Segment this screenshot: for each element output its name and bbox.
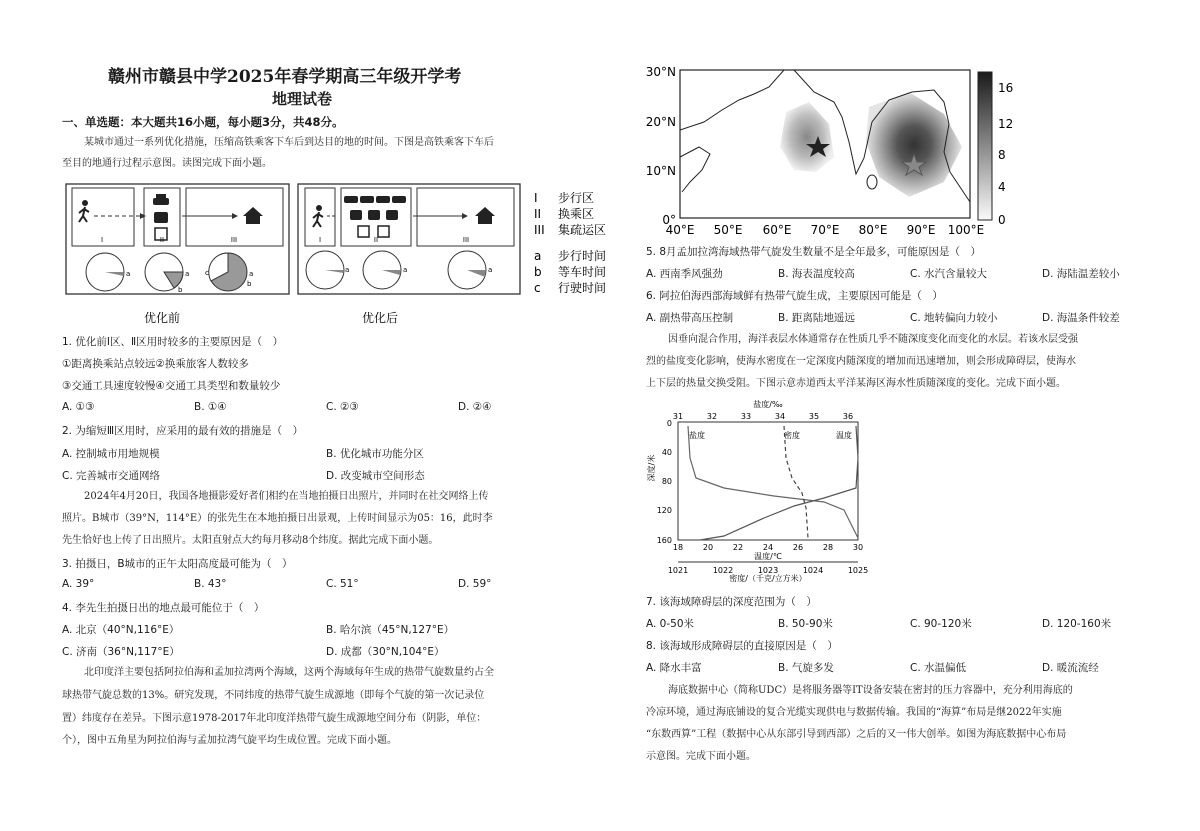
density-tick-1024: 1024 [802, 566, 824, 575]
density-tick-1023: 1023 [757, 566, 779, 575]
temp-tick-28: 28 [822, 543, 834, 552]
legend-label-wait-time: 等车时间 [558, 265, 607, 279]
legend-label-walk-time: 步行时间 [558, 249, 607, 263]
stem-1-line-1: 某城市通过一系列优化措施，压缩高铁乘客下车后到达目的地的时间。下图是高铁乘客下车后 [84, 137, 494, 148]
stem-5-line-4: 示意图。完成下面小题。 [646, 751, 756, 762]
caption-before: 优化前 [144, 311, 181, 325]
lon-label-70e: 70°E [810, 223, 840, 237]
question-1-stem: 1. 优化前Ⅰ区、Ⅱ区用时较多的主要原因是（ ） [62, 336, 284, 348]
question-2-option-d[interactable]: D. 改变城市空间形态 [326, 470, 425, 482]
pie-label-a: a [345, 266, 350, 274]
seawater-profile-chart [644, 398, 880, 582]
question-7-stem: 7. 该海域障碍层的深度范围为（ ） [646, 596, 817, 608]
pie-label-b: b [247, 280, 252, 288]
stem-5-line-2: 冷凉环境，通过海底铺设的复合光缆实现供电与数据传输。我国的“海算”布局是继2022年实施 [646, 707, 1062, 718]
car-icons [344, 196, 406, 203]
question-7-option-a[interactable]: A. 0-50米 [646, 618, 695, 630]
stem-5-line-3: “东数西算”工程（数据中心从东部引导到西部）之后的又一伟大创举。如图为海底数据中心布局 [646, 729, 1067, 740]
legend-label-transfer-zone: 换乘区 [558, 207, 595, 221]
lat-label-10n: 10°N [645, 164, 676, 178]
density-tick-1022: 1022 [712, 566, 734, 575]
question-4-option-a[interactable]: A. 北京（40°N,116°E） [62, 624, 180, 636]
temp-tick-22: 22 [732, 543, 744, 552]
density-axis-label: 密度/（千克/立方米） [729, 574, 807, 582]
lon-label-80e: 80°E [858, 223, 888, 237]
question-5-stem: 5. 8月孟加拉湾海域热带气旋发生数量不是全年最多，可能原因是（ ） [646, 246, 982, 258]
pie-after-II [363, 251, 401, 289]
question-8-option-a[interactable]: A. 降水丰富 [646, 662, 702, 674]
pie-label-a: a [488, 266, 493, 274]
lat-label-0: 0° [662, 213, 676, 227]
temp-tick-20: 20 [702, 543, 714, 552]
section-heading: 一、单选题：本大题共16小题，每小题3分，共48分。 [62, 115, 344, 129]
question-4-option-c[interactable]: C. 济南（36°N,117°E） [62, 646, 180, 658]
question-4-option-d[interactable]: D. 成都（30°N,104°E） [326, 646, 445, 658]
bus-icon [154, 212, 168, 223]
question-6-option-c[interactable]: C. 地转偏向力较小 [910, 312, 998, 324]
depth-tick-160: 160 [656, 536, 672, 545]
question-3-option-b[interactable]: B. 43° [194, 578, 227, 590]
pie-label-a: a [403, 266, 408, 274]
lon-label-90e: 90°E [906, 223, 936, 237]
question-1-statements-2: ③交通工具速度较慢④交通工具类型和数量较少 [62, 380, 281, 392]
stem-3-line-1: 北印度洋主要包括阿拉伯海和孟加拉湾两个海域，这两个海域每年生成的热带气旋数量约占全 [84, 667, 494, 678]
question-2-option-c[interactable]: C. 完善城市交通网络 [62, 470, 161, 482]
colorbar-tick-4: 4 [998, 180, 1006, 194]
bus-icons [350, 210, 398, 220]
colorbar-tick-8: 8 [998, 148, 1006, 162]
question-3-option-c[interactable]: C. 51° [326, 578, 359, 590]
lon-label-40e: 40°E [665, 223, 695, 237]
salinity-curve-label: 盐度 [689, 431, 705, 440]
lon-label-100e: 100°E [947, 223, 985, 237]
salinity-tick-31: 31 [672, 412, 684, 421]
depth-tick-0: 0 [666, 419, 672, 428]
pie-after-I [306, 251, 344, 289]
density-tick-1025: 1025 [847, 566, 869, 575]
temp-tick-24: 24 [762, 543, 774, 552]
salinity-tick-32: 32 [706, 412, 718, 421]
legend-label-ride-time: 行驶时间 [558, 281, 607, 295]
lon-label-50e: 50°E [713, 223, 743, 237]
zone-label-III: III [462, 236, 470, 244]
car-icon [153, 194, 169, 205]
question-1-option-b[interactable]: B. ①④ [194, 401, 227, 413]
salinity-tick-35: 35 [808, 412, 820, 421]
pie-label-a: a [185, 270, 190, 278]
question-1-option-a[interactable]: A. ①③ [62, 401, 95, 413]
stem-3-line-2: 球热带气旋总数的13%。研究发现，不同纬度的热带气旋生成源地（即每个气旋的第一次记录位 [62, 690, 485, 701]
legend-key-I: I [534, 191, 538, 205]
question-3-option-a[interactable]: A. 39° [62, 578, 95, 590]
zone-label-I: I [100, 236, 104, 244]
question-8-stem: 8. 该海域形成障碍层的直接原因是（ ） [646, 640, 838, 652]
depth-tick-120: 120 [656, 506, 672, 515]
pie-before-I [86, 253, 124, 291]
density-tick-1021: 1021 [667, 566, 689, 575]
density-curve-label: 密度 [784, 431, 800, 440]
zone-label-I: I [318, 236, 322, 244]
house-icon [475, 207, 495, 224]
salinity-curve [688, 426, 858, 538]
question-4-stem: 4. 李先生拍摄日出的地点最可能位于（ ） [62, 602, 265, 614]
depth-tick-80: 80 [661, 477, 672, 486]
stem-3-line-3: 置）纬度存在差异。下图示意1978-2017年北印度洋热带气旋生成源地空间分布（阴影，单位： [62, 713, 487, 724]
question-3-option-d[interactable]: D. 59° [458, 578, 492, 590]
salinity-tick-36: 36 [842, 412, 854, 421]
colorbar-tick-16: 16 [998, 81, 1014, 95]
question-2-option-b[interactable]: B. 优化城市功能分区 [326, 448, 424, 460]
pie-label-a: a [126, 270, 131, 278]
question-2-stem: 2. 为缩短Ⅲ区用时，应采用的最有效的措施是（ ） [62, 425, 304, 437]
question-5-option-c[interactable]: C. 水汽含量较大 [910, 268, 988, 280]
question-6-option-d[interactable]: D. 海温条件较差 [1042, 312, 1120, 324]
transit-process-figure [62, 180, 622, 330]
question-6-option-a[interactable]: A. 副热带高压控制 [646, 312, 734, 324]
question-7-option-b[interactable]: B. 50-90米 [778, 618, 833, 630]
question-2-option-a[interactable]: A. 控制城市用地规模 [62, 448, 160, 460]
legend-key-III: III [534, 223, 545, 237]
temperature-curve-label: 温度 [836, 431, 852, 440]
walker-icon [79, 200, 89, 222]
salinity-tick-34: 34 [774, 412, 786, 421]
lat-label-30n: 30°N [645, 65, 676, 79]
temperature-curve [700, 426, 858, 540]
depth-axis-label: 深度/米 [647, 454, 656, 482]
question-8-option-c[interactable]: C. 水温偏低 [910, 662, 967, 674]
question-4-option-b[interactable]: B. 哈尔滨（45°N,127°E） [326, 624, 455, 636]
pie-label-a: a [249, 270, 254, 278]
stem-2-line-3: 先生恰好也上传了日出照片。太阳直射点大约每月移动8个纬度。据此完成下面小题。 [62, 535, 439, 546]
question-5-option-a[interactable]: A. 西南季风强劲 [646, 268, 723, 280]
colorbar-tick-12: 12 [998, 117, 1014, 131]
legend-key-a: a [534, 249, 542, 263]
legend-key-c: c [534, 281, 541, 295]
pie-label-b: b [178, 286, 183, 294]
stem-5-line-1: 海底数据中心（简称UDC）是将服务器等IT设备安装在密封的压力容器中，充分利用海底的 [668, 685, 1073, 696]
depth-tick-40: 40 [661, 448, 672, 457]
zone-label-III: III [230, 236, 238, 244]
zone-label-II: II [159, 236, 165, 244]
question-5-option-d[interactable]: D. 海陆温差较小 [1042, 268, 1120, 280]
question-1-statements-1: ①距离换乘站点较远②换乘旅客人数较多 [62, 358, 249, 370]
pie-before-III [209, 253, 247, 291]
legend-label-distribution-zone: 集疏运区 [558, 223, 607, 237]
cyclone-genesis-map [644, 62, 1024, 240]
lat-label-20n: 20°N [645, 115, 676, 129]
stem-4-line-3: 上下层的热量交换受阻。下图示意赤道西太平洋某海区海水性质随深度的变化。完成下面小题。 [646, 378, 1066, 389]
question-8-option-d[interactable]: D. 暖流流经 [1042, 662, 1099, 674]
stem-2-line-2: 照片。B城市（39°N，114°E）的张先生在本地拍摄日出景观，上传时间显示为05：16，此时李 [62, 513, 493, 524]
house-icon [243, 207, 263, 224]
colorbar [978, 72, 992, 220]
legend-key-II: II [534, 207, 542, 221]
stem-4-line-1: 因垂向混合作用，海洋表层水体通常存在性质几乎不随深度变化而变化的水层。若该水层受强 [668, 334, 1078, 345]
salinity-axis-label: 盐度/‰ [753, 400, 783, 409]
caption-after: 优化后 [362, 311, 399, 325]
stem-3-line-4: 个），图中五角星为阿拉伯海与孟加拉湾气旋平均生成位置。完成下面小题。 [62, 735, 397, 746]
temp-tick-30: 30 [852, 543, 864, 552]
zone-label-II: II [373, 236, 379, 244]
pie-after-III [448, 251, 486, 289]
page-title: 赣州市赣县中学2025年春学期高三年级开学考 [108, 67, 462, 87]
lon-label-60e: 60°E [762, 223, 792, 237]
walker-icon [313, 205, 323, 227]
temperature-axis-label: 温度/℃ [754, 552, 782, 561]
question-3-stem: 3. 拍摄日，B城市的正午太阳高度最可能为（ ） [62, 558, 293, 570]
question-7-option-c[interactable]: C. 90-120米 [910, 618, 972, 630]
stem-4-line-2: 烈的盐度变化影响，使海水密度在一定深度内随深度的增加而迅速增加，则会形成障碍层，使海水 [646, 356, 1076, 367]
question-6-stem: 6. 阿拉伯海西部海域鲜有热带气旋生成，主要原因可能是（ ） [646, 290, 943, 302]
temp-tick-18: 18 [672, 543, 684, 552]
question-8-option-b[interactable]: B. 气旋多发 [778, 662, 834, 674]
colorbar-tick-0: 0 [998, 213, 1006, 227]
stem-2-line-1: 2024年4月20日，我国各地摄影爱好者们相约在当地拍摄日出照片，并同时在社交网络上传 [84, 491, 489, 502]
question-7-option-d[interactable]: D. 120-160米 [1042, 618, 1112, 630]
legend-label-walk-zone: 步行区 [558, 191, 595, 205]
question-5-option-b[interactable]: B. 海表温度较高 [778, 268, 855, 280]
question-1-option-d[interactable]: D. ②④ [458, 401, 492, 413]
salinity-tick-33: 33 [740, 412, 752, 421]
pie-label-c: c [205, 269, 209, 277]
page-subtitle: 地理试卷 [272, 90, 333, 108]
question-1-option-c[interactable]: C. ②③ [326, 401, 359, 413]
density-curve [784, 426, 808, 538]
stem-1-line-2: 至目的地通行过程示意图。读图完成下面小题。 [62, 158, 272, 169]
temp-tick-26: 26 [792, 543, 804, 552]
legend-key-b: b [534, 265, 542, 279]
question-6-option-b[interactable]: B. 距离陆地遥远 [778, 312, 855, 324]
